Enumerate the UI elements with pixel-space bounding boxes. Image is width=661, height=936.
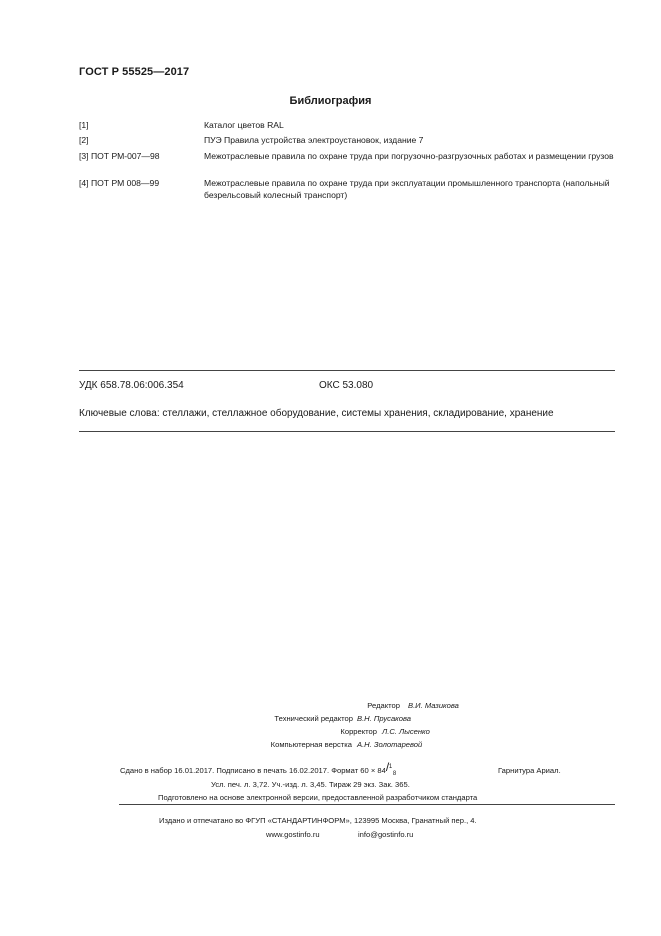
print-info-line (158, 791, 477, 805)
divider (79, 431, 615, 432)
bibliography-text: Межотраслевые правила по охране труда при эксплуатации промышленного транспорта (напольный безрельсовый колесный транспорт) (204, 178, 610, 200)
credit-name: Л.С. Лысенко (382, 727, 430, 736)
credit-editor (367, 700, 400, 713)
credit-role: Компьютерная верстка (270, 740, 352, 749)
print-info-line (211, 778, 410, 792)
divider (79, 370, 615, 371)
credit-name: В.И. Мазикова (408, 701, 459, 710)
oks-code: ОКС 53.080 (319, 380, 374, 391)
bibliography-title: Библиография (289, 95, 372, 107)
bibliography-text: Каталог цветов RAL (204, 120, 284, 130)
print-info-typeface (498, 764, 561, 778)
bibliography-ref: [1] (79, 120, 89, 130)
print-info-line (120, 760, 400, 778)
print-info-sheets: Усл. печ. л. 3,72. Уч.-изд. л. 3,45. Тираж 29 экз. Зак. 365. (211, 780, 410, 789)
divider (119, 804, 615, 805)
bibliography-ref: [4] ПОТ РМ 008—99 (79, 178, 160, 188)
credit-tech-editor-name (357, 713, 411, 726)
print-info-source: Подготовлено на основе электронной версии, предоставленной разработчиком стандарта (158, 793, 478, 802)
bibliography-ref: [2] (79, 135, 89, 145)
udk-code: УДК 658.78.06:006.354 (79, 380, 184, 391)
credit-tech-editor (274, 713, 353, 726)
fraction-slash: / (385, 760, 390, 774)
credit-layout (271, 739, 352, 752)
format-fraction (385, 760, 400, 777)
format-denominator: 8 (392, 771, 397, 777)
credit-corrector (340, 726, 377, 739)
bibliography-ref: [3] ПОТ РМ-007—98 (79, 151, 160, 161)
bibliography-text: Межотраслевые правила по охране труда при погрузочно-разгрузочных работах и размещении грузов (204, 151, 614, 161)
credit-role: Технический редактор (274, 714, 353, 723)
credit-corrector-name (382, 726, 430, 739)
print-info-font: Гарнитура Ариал. (498, 766, 561, 775)
keywords: Ключевые слова: стеллажи, стеллажное оборудование, системы хранения, складирование, хранение (79, 408, 554, 419)
publisher-email-link[interactable]: info@gostinfo.ru (358, 830, 414, 839)
credit-name: А.Н. Золотаревой (357, 740, 423, 749)
credit-role: Корректор (340, 727, 377, 736)
credit-name: В.Н. Прусакова (357, 714, 411, 723)
publisher-website-link[interactable]: www.gostinfo.ru (266, 830, 320, 839)
credit-layout-name (357, 739, 422, 752)
credit-role: Редактор (367, 701, 400, 710)
bibliography-text: ПУЭ Правила устройства электроустановок, издание 7 (204, 135, 424, 145)
format-numerator: 1 (388, 764, 393, 770)
print-info-dates: Сдано в набор 16.01.2017. Подписано в печать 16.02.2017. Формат 60 × 84 (120, 766, 386, 775)
credit-editor-name (408, 700, 459, 713)
standard-code: ГОСТ Р 55525—2017 (79, 66, 190, 78)
publisher-address: Издано и отпечатано во ФГУП «СТАНДАРТИНФОРМ», 123995 Москва, Гранатный пер., 4. (159, 816, 477, 825)
